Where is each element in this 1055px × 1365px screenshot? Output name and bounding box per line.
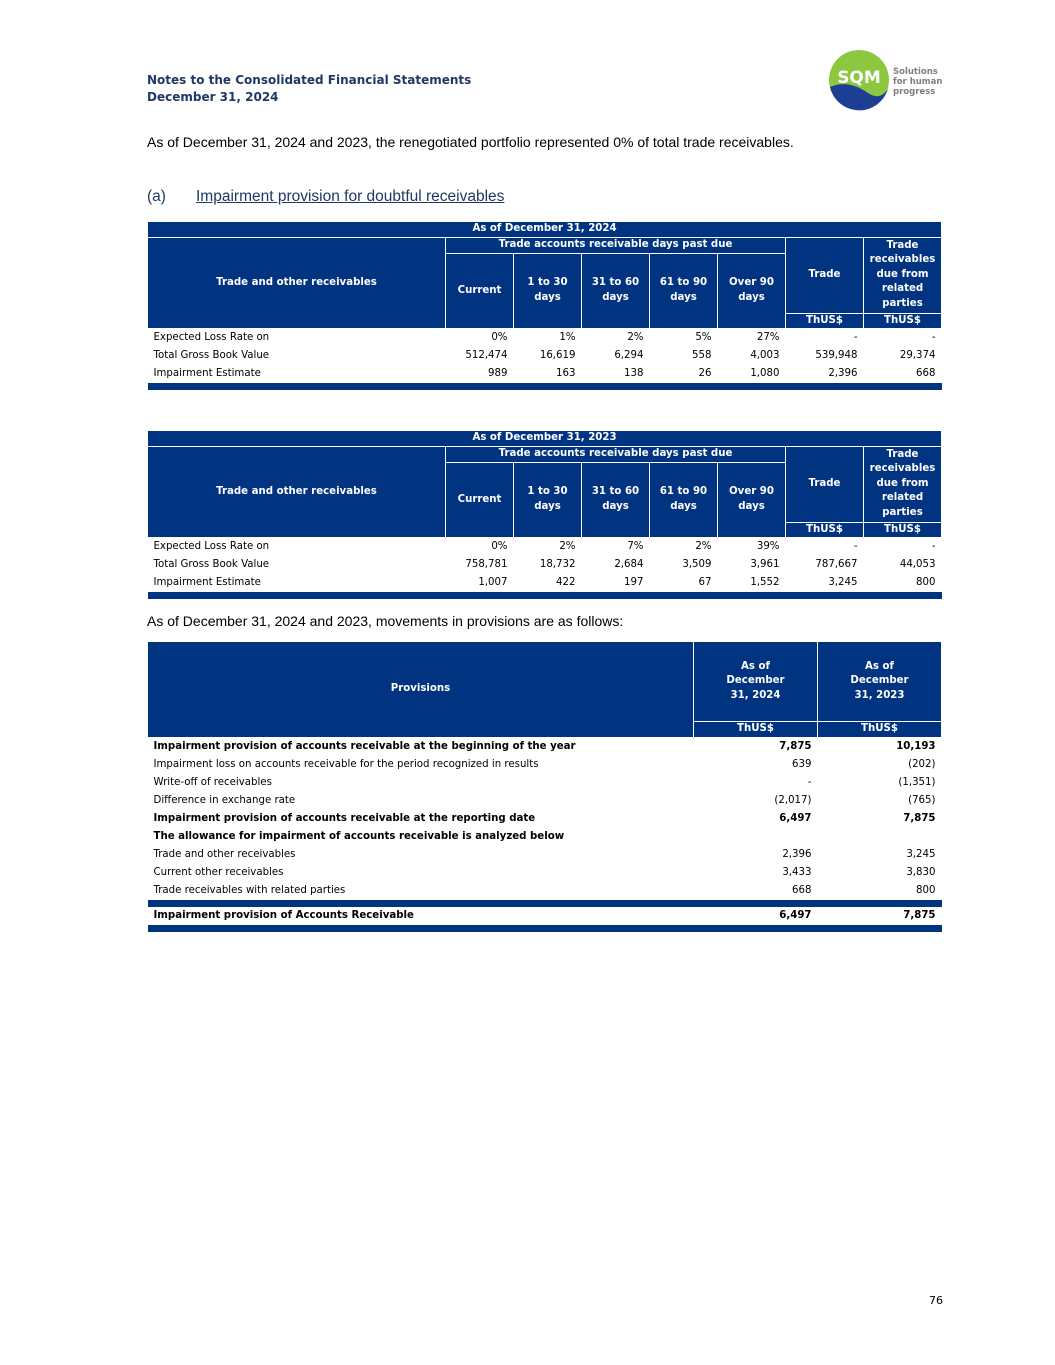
table-row: Impairment Estimate 1,007 422 197 67 1,552 3,245 800 bbox=[153, 577, 936, 588]
table-separator-bar bbox=[148, 900, 942, 907]
table-row: Impairment loss on accounts receivable for the period recognized in results 639 (202) bbox=[153, 758, 936, 770]
table-row: Current other receivables 3,433 3,830 bbox=[153, 866, 936, 878]
col-31-60: 31 to 60 days bbox=[582, 253, 650, 329]
table-row: Write-off of receivables - (1,351) bbox=[153, 776, 936, 788]
col-over-90: Over 90 days bbox=[718, 253, 786, 329]
table-row: Impairment provision of accounts receivable at the reporting date 6,497 7,875 bbox=[153, 812, 936, 824]
table-row: Total Gross Book Value 512,474 16,619 6,294 558 4,003 539,948 29,374 bbox=[153, 350, 936, 361]
table-row: The allowance for impairment of accounts receivable is analyzed below bbox=[153, 830, 565, 842]
total-row: Impairment provision of Accounts Receivable 6,497 7,875 bbox=[153, 909, 936, 921]
group-header: Trade accounts receivable days past due bbox=[446, 446, 786, 462]
col-31-60: 31 to 60 days bbox=[582, 462, 650, 538]
row-header: Trade and other receivables bbox=[148, 237, 446, 329]
col-2024: As of December 31, 2024 bbox=[694, 642, 818, 722]
unit-related: ThUS$ bbox=[864, 313, 942, 329]
logo-tagline: Solutions for human progress bbox=[893, 67, 943, 97]
section-title: Impairment provision for doubtful receivables bbox=[196, 188, 505, 205]
provisions-row-header: Provisions bbox=[148, 642, 694, 738]
col-1-30: 1 to 30 days bbox=[514, 253, 582, 329]
col-over-90: Over 90 days bbox=[718, 462, 786, 538]
table-footer-bar bbox=[148, 925, 942, 932]
section-heading bbox=[147, 188, 504, 206]
col-61-90: 61 to 90 days bbox=[650, 253, 718, 329]
col-trade: Trade bbox=[786, 237, 864, 313]
header-date: December 31, 2024 bbox=[147, 90, 279, 104]
period-header: As of December 31, 2023 bbox=[148, 431, 942, 447]
table-row: Trade and other receivables 2,396 3,245 bbox=[153, 848, 936, 860]
table-row: Expected Loss Rate on 0% 1% 2% 5% 27% - - bbox=[153, 332, 936, 343]
unit-related: ThUS$ bbox=[864, 522, 942, 538]
aging-table-2023 bbox=[147, 430, 942, 599]
col-current: Current bbox=[446, 462, 514, 538]
page-number: 76 bbox=[929, 1294, 943, 1307]
col-61-90: 61 to 90 days bbox=[650, 462, 718, 538]
col-related-parties: Trade receivables due from related parties bbox=[864, 237, 942, 313]
group-header: Trade accounts receivable days past due bbox=[446, 237, 786, 253]
col-2023: As of December 31, 2023 bbox=[818, 642, 942, 722]
aging-table-2024 bbox=[147, 221, 942, 390]
movements-paragraph: As of December 31, 2024 and 2023, movements in provisions are as follows: bbox=[147, 613, 624, 629]
section-label: (a) bbox=[147, 188, 166, 205]
table-row: Impairment provision of accounts receivable at the beginning of the year 7,875 10,193 bbox=[153, 740, 936, 752]
unit-2024: ThUS$ bbox=[694, 722, 818, 738]
table-row: Total Gross Book Value 758,781 18,732 2,684 3,509 3,961 787,667 44,053 bbox=[153, 559, 936, 570]
unit-2023: ThUS$ bbox=[818, 722, 942, 738]
row-header: Trade and other receivables bbox=[148, 446, 446, 538]
table-footer-bar bbox=[148, 592, 942, 599]
period-header: As of December 31, 2024 bbox=[148, 222, 942, 238]
table-footer-bar bbox=[148, 383, 942, 390]
table-row: Expected Loss Rate on 0% 2% 7% 2% 39% - - bbox=[153, 541, 936, 552]
col-current: Current bbox=[446, 253, 514, 329]
header-title: Notes to the Consolidated Financial Statements bbox=[147, 73, 472, 87]
table-row: Trade receivables with related parties 668 800 bbox=[153, 884, 936, 896]
unit-trade: ThUS$ bbox=[786, 313, 864, 329]
col-trade: Trade bbox=[786, 446, 864, 522]
col-1-30: 1 to 30 days bbox=[514, 462, 582, 538]
logo-wordmark: SQM bbox=[837, 68, 881, 88]
provisions-table bbox=[147, 641, 942, 932]
table-row: Difference in exchange rate (2,017) (765) bbox=[153, 794, 936, 806]
table-row: Impairment Estimate 989 163 138 26 1,080 2,396 668 bbox=[153, 368, 936, 379]
document-header bbox=[147, 72, 471, 106]
unit-trade: ThUS$ bbox=[786, 522, 864, 538]
col-related-parties: Trade receivables due from related parties bbox=[864, 446, 942, 522]
sqm-logo-mark bbox=[828, 49, 890, 111]
intro-paragraph: As of December 31, 2024 and 2023, the renegotiated portfolio represented 0% of total trade receivables. bbox=[147, 134, 794, 150]
